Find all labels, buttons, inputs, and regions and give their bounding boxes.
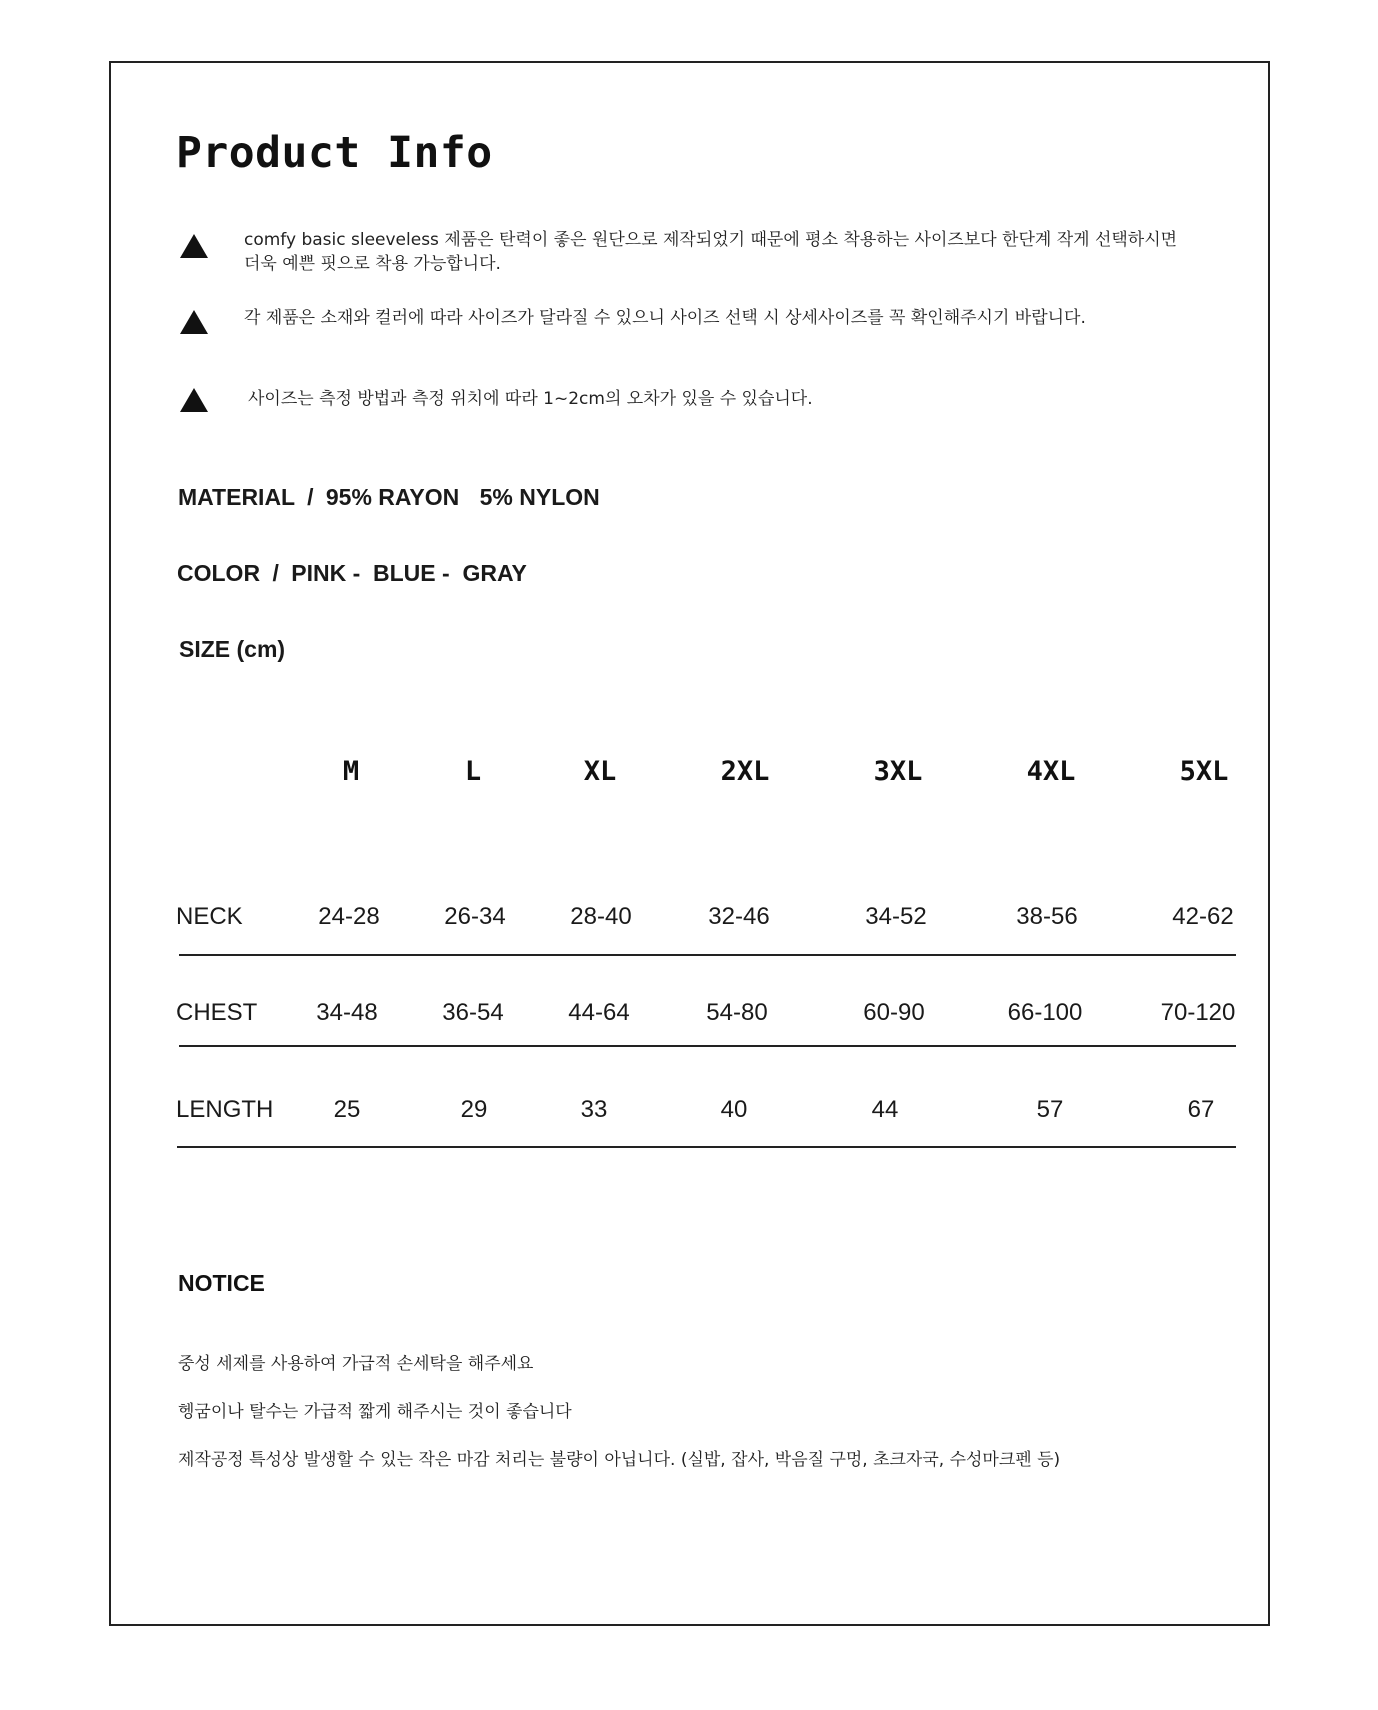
material-value-2: 5% NYLON <box>479 484 600 510</box>
size-label: SIZE (cm) <box>179 636 286 662</box>
size-header-5xl: 5XL <box>1179 756 1229 787</box>
color-label: COLOR <box>177 560 261 586</box>
row-label-neck: NECK <box>176 903 243 930</box>
color-value: PINK - BLUE - GRAY <box>291 560 527 586</box>
size-header-4xl: 4XL <box>1026 756 1076 787</box>
product-info-frame <box>109 61 1270 1626</box>
table-cell: 34-52 <box>865 903 927 930</box>
table-cell: 24-28 <box>318 903 380 930</box>
material-separator: / <box>307 484 314 510</box>
size-header-xl: XL <box>583 756 617 787</box>
table-cell: 60-90 <box>863 999 925 1026</box>
table-cell: 26-34 <box>444 903 506 930</box>
material-label: MATERIAL <box>178 484 295 510</box>
table-cell: 42-62 <box>1172 903 1234 930</box>
row-label-chest: CHEST <box>176 999 258 1026</box>
table-cell: 33 <box>580 1096 608 1123</box>
row-label-length: LENGTH <box>176 1096 274 1123</box>
table-cell: 34-48 <box>316 999 378 1026</box>
table-cell: 67 <box>1187 1096 1215 1123</box>
color-separator: / <box>272 560 279 586</box>
row-divider <box>179 1045 1236 1047</box>
table-cell: 29 <box>460 1096 488 1123</box>
note-1-line-1: comfy basic sleeveless 제품은 탄력이 좋은 원단으로 제작되었기 때문에 평소 착용하는 사이즈보다 한단계 작게 선택하시면 <box>244 230 1178 250</box>
note-1-line-2: 더욱 예쁜 핏으로 착용 가능합니다. <box>244 254 501 274</box>
color-spec <box>177 560 527 587</box>
table-cell: 40 <box>720 1096 748 1123</box>
note-1 <box>244 228 1177 276</box>
table-cell: 70-120 <box>1160 999 1236 1026</box>
material-spec <box>178 484 600 511</box>
notice-line-1: 중성 세제를 사용하여 가급적 손세탁을 해주세요 <box>178 1354 534 1374</box>
size-header-3xl: 3XL <box>873 756 923 787</box>
triangle-bullet-icon <box>180 388 208 412</box>
table-cell: 66-100 <box>1007 999 1083 1026</box>
table-cell: 44-64 <box>568 999 630 1026</box>
table-cell: 54-80 <box>706 999 768 1026</box>
row-divider <box>179 954 1236 956</box>
notice-line-3: 제작공정 특성상 발생할 수 있는 작은 마감 처리는 불량이 아닙니다. (실밥, 잡사, 박음질 구멍, 초크자국, 수성마크펜 등) <box>178 1450 1061 1470</box>
size-header-2xl: 2XL <box>720 756 770 787</box>
table-cell: 38-56 <box>1016 903 1078 930</box>
notice-line-2: 헹굼이나 탈수는 가급적 짧게 해주시는 것이 좋습니다 <box>178 1402 572 1422</box>
table-cell: 57 <box>1036 1096 1064 1123</box>
row-divider <box>177 1146 1236 1148</box>
table-cell: 36-54 <box>442 999 504 1026</box>
size-header-m: M <box>342 756 360 787</box>
triangle-bullet-icon <box>180 310 208 334</box>
note-3: 사이즈는 측정 방법과 측정 위치에 따라 1~2cm의 오차가 있을 수 있습니다. <box>248 389 813 409</box>
page-title: Product Info <box>176 128 493 178</box>
table-cell: 28-40 <box>570 903 632 930</box>
table-cell: 25 <box>333 1096 361 1123</box>
size-header-l: L <box>464 756 482 787</box>
material-value-1: 95% RAYON <box>325 484 460 510</box>
note-2: 각 제품은 소재와 컬러에 따라 사이즈가 달라질 수 있으니 사이즈 선택 시 상세사이즈를 꼭 확인해주시기 바랍니다. <box>244 308 1086 328</box>
notice-title: NOTICE <box>178 1270 265 1296</box>
table-cell: 32-46 <box>708 903 770 930</box>
triangle-bullet-icon <box>180 234 208 258</box>
table-cell: 44 <box>871 1096 899 1123</box>
